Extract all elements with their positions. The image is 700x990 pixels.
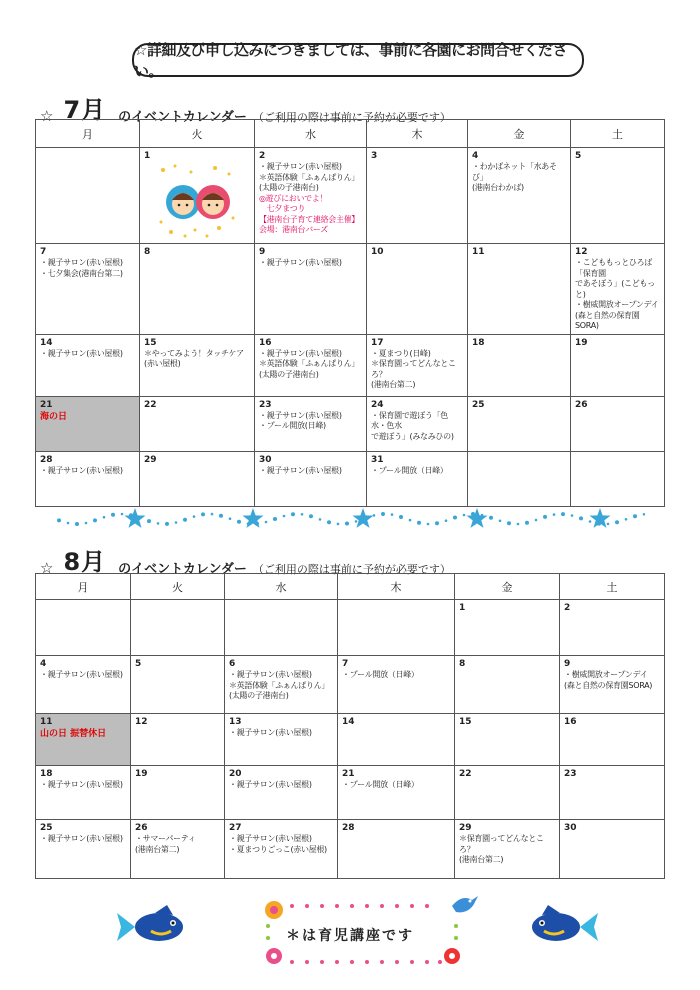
week-row <box>36 148 665 244</box>
divider-dot <box>417 521 421 525</box>
day-cell <box>560 656 665 714</box>
divider-dot <box>579 516 583 520</box>
weekday-header: 火 <box>140 120 255 148</box>
weekday-header: 土 <box>571 120 665 148</box>
month-title: 8月 <box>63 548 107 576</box>
day-number: 4 <box>40 659 47 669</box>
day-number: 31 <box>371 454 384 465</box>
divider-dot <box>463 514 466 517</box>
day-cell <box>225 600 338 656</box>
divider-dot <box>57 518 61 522</box>
event-item: ・夏まつりごっこ(赤い屋根) <box>229 844 327 854</box>
weekday-header: 水 <box>255 120 367 148</box>
divider-dot <box>517 523 520 526</box>
divider-dot <box>229 517 232 520</box>
calendar-title: のイベントカレンダー <box>118 562 247 577</box>
day-number: 14 <box>40 337 53 348</box>
day-number: 26 <box>135 823 148 833</box>
week-row <box>36 244 665 335</box>
day-cell <box>131 714 225 766</box>
day-cell <box>225 766 338 820</box>
day-cell <box>455 714 560 766</box>
event-item: ・七夕集会(港南台第二) <box>40 268 123 278</box>
divider-dot <box>193 515 196 518</box>
event-item: ・親子サロン(赤い屋根) <box>40 465 123 475</box>
week-row <box>36 656 665 714</box>
event-item: ＊やってみよう！タッチケア <box>144 348 244 358</box>
day-cell <box>36 656 131 714</box>
day-cell <box>367 396 468 451</box>
divider-dot <box>273 517 277 521</box>
day-number: 15 <box>144 337 157 348</box>
divider-dot <box>625 518 628 521</box>
day-number: 30 <box>564 823 577 833</box>
event-item: (赤い屋根) <box>144 359 181 368</box>
day-number: 21 <box>342 769 355 779</box>
day-cell <box>338 600 455 656</box>
divider-dot <box>85 522 88 525</box>
day-cell <box>131 820 225 879</box>
divider-dot <box>219 514 223 518</box>
week-row <box>36 334 665 396</box>
divider-dot <box>373 514 376 517</box>
event-item: ・樹威開放オープンデイ <box>575 300 659 309</box>
weekday-header: 月 <box>36 574 131 600</box>
day-cell <box>367 451 468 506</box>
day-number: 17 <box>371 337 384 348</box>
event-item: ・こどももっとひろば「保育園 <box>575 258 652 278</box>
day-cell <box>36 600 131 656</box>
day-cell <box>367 334 468 396</box>
divider-dot <box>157 522 160 525</box>
week-row <box>36 820 665 879</box>
event-item: ＊英語体験「ふぁんぱりん」 <box>259 359 360 368</box>
day-number: 18 <box>472 337 485 348</box>
day-number: 23 <box>564 769 577 779</box>
divider-dot <box>165 522 169 526</box>
event-item: ・プール開放（日峰） <box>342 670 419 679</box>
day-cell <box>455 656 560 714</box>
divider-dot <box>301 513 304 516</box>
divider-dot <box>427 523 430 526</box>
day-number: 16 <box>564 717 577 727</box>
divider-dot <box>399 515 403 519</box>
day-number: 25 <box>40 823 53 833</box>
footer-note: ＊は育児講座です <box>286 928 414 944</box>
divider-dot <box>265 521 268 524</box>
day-number: 18 <box>40 769 53 779</box>
divider-dot <box>409 519 412 522</box>
day-cell <box>140 396 255 451</box>
month-title: 7月 <box>63 96 107 124</box>
day-cell <box>468 451 571 506</box>
divider-dot <box>543 515 547 519</box>
weekday-header: 木 <box>338 574 455 600</box>
day-number: 11 <box>40 717 53 727</box>
divider-dot <box>489 516 493 520</box>
weekday-header: 木 <box>367 120 468 148</box>
divider-dot <box>337 523 340 526</box>
event-item: ＊保育園ってどんなところ？ <box>371 359 456 379</box>
divider-dot <box>355 520 358 523</box>
divider-dot <box>147 519 151 523</box>
day-cell <box>140 451 255 506</box>
day-number: 8 <box>459 659 466 669</box>
day-cell <box>571 451 665 506</box>
day-number: 8 <box>144 247 151 257</box>
notice-banner: ☆詳細及び申し込みにつきましては、事前に各園にお問合せください。 <box>132 43 584 77</box>
event-item: (森と自然の保育園SORA) <box>575 310 640 330</box>
star-icon <box>243 508 264 528</box>
day-cell <box>468 396 571 451</box>
divider-dot <box>319 518 322 521</box>
day-cell <box>36 451 140 506</box>
twin-children-illustration <box>155 162 239 240</box>
day-cell <box>225 656 338 714</box>
divider-dot <box>607 523 610 526</box>
divider-dot <box>391 513 394 516</box>
day-cell <box>225 820 338 879</box>
day-number: 10 <box>371 247 384 257</box>
event-item: で遊ぼう」(みなみひの) <box>371 431 454 441</box>
day-number: 12 <box>135 717 148 727</box>
day-cell <box>571 244 665 335</box>
divider-dot <box>121 513 124 516</box>
day-cell <box>131 656 225 714</box>
day-number: 16 <box>259 337 272 348</box>
day-number: 5 <box>135 659 142 669</box>
day-cell <box>571 148 665 244</box>
day-number: 27 <box>229 823 242 833</box>
event-item: ＊英語体験「ふぁんぱりん」 <box>229 680 330 690</box>
event-item: ・親子サロン(赤い屋根) <box>259 162 342 171</box>
weekday-row <box>36 120 665 148</box>
event-item: ＊保育園ってどんなところ？ <box>459 834 544 854</box>
day-number: 4 <box>472 151 479 161</box>
day-number: 2 <box>564 603 571 613</box>
event-item: ・夏まつり(日峰) <box>371 348 431 358</box>
divider-dot <box>589 520 592 523</box>
august-header <box>40 542 451 577</box>
day-number: 15 <box>459 717 472 727</box>
august-calendar <box>35 573 665 879</box>
reservation-note: （ご利用の際は事前に予約が必要です） <box>252 563 451 576</box>
event-item: (森と自然の保育園SORA) <box>564 680 653 690</box>
week-row <box>36 714 665 766</box>
event-item: ・樹威開放オープンデイ <box>564 670 648 679</box>
day-cell <box>36 334 140 396</box>
day-number: 21 <box>40 399 53 410</box>
day-cell <box>455 600 560 656</box>
weekday-header: 土 <box>560 574 665 600</box>
weekday-header: 月 <box>36 120 140 148</box>
event-item: ・サマーパーティ <box>135 834 196 843</box>
event-item: (太陽の子港南台) <box>229 691 289 700</box>
week-row <box>36 396 665 451</box>
day-cell <box>468 148 571 244</box>
day-number: 2 <box>259 151 266 161</box>
divider-dot <box>445 519 448 522</box>
divider-dot <box>111 513 115 517</box>
day-cell <box>140 244 255 335</box>
weekday-header: 金 <box>455 574 560 600</box>
day-number: 9 <box>259 247 266 257</box>
highlight-event: 【港南台子育て連絡会主催】 <box>259 214 360 224</box>
weekday-row <box>36 574 665 600</box>
day-number: 20 <box>229 769 242 779</box>
divider-dot <box>345 522 349 526</box>
event-item: (太陽の子港南台) <box>259 369 319 379</box>
day-cell <box>255 244 367 335</box>
divider-dot <box>237 520 241 524</box>
day-cell <box>571 334 665 396</box>
day-cell <box>338 820 455 879</box>
divider-dot <box>283 515 286 518</box>
day-cell <box>367 244 468 335</box>
day-number: 5 <box>575 151 582 161</box>
day-number: 22 <box>144 399 157 410</box>
event-item: (港南台第二) <box>135 844 180 854</box>
event-item: (太陽の子港南台) <box>259 183 319 192</box>
star-divider <box>55 506 645 532</box>
star-icon <box>467 508 488 528</box>
day-number: 12 <box>575 247 588 257</box>
week-row <box>36 600 665 656</box>
day-cell <box>571 396 665 451</box>
day-cell <box>560 600 665 656</box>
day-cell <box>255 334 367 396</box>
divider-dot <box>435 521 439 525</box>
divider-dot <box>183 518 187 522</box>
divider-dot <box>201 512 205 516</box>
day-cell <box>36 820 131 879</box>
day-cell <box>131 600 225 656</box>
day-cell <box>140 334 255 396</box>
highlight-event: ◎遊びにおいでよ！ <box>259 193 328 203</box>
day-number: 19 <box>575 337 588 348</box>
day-cell <box>36 148 140 244</box>
divider-dot <box>75 522 79 526</box>
event-item: (港南台第二) <box>371 380 416 389</box>
day-number: 23 <box>259 399 272 410</box>
day-number: 28 <box>342 823 355 833</box>
event-item: ・親子サロン(赤い屋根) <box>40 670 123 679</box>
divider-dot <box>67 522 70 525</box>
divider-dot <box>633 514 637 518</box>
event-item: ・親子サロン(赤い屋根) <box>229 780 312 789</box>
day-cell <box>560 714 665 766</box>
holiday-label: 山の日 振替休日 <box>40 729 107 739</box>
day-number: 7 <box>342 659 349 669</box>
event-item: ・親子サロン(赤い屋根) <box>229 834 312 843</box>
weekday-header: 火 <box>131 574 225 600</box>
day-cell <box>255 396 367 451</box>
day-number: 30 <box>259 454 272 465</box>
day-cell <box>140 148 255 244</box>
event-item: ・親子サロン(赤い屋根) <box>40 348 123 358</box>
divider-dot <box>381 512 385 516</box>
event-item: ・保育園で遊ぼう「色水・色水 <box>371 410 448 430</box>
weekday-header: 金 <box>468 120 571 148</box>
weekday-header: 水 <box>225 574 338 600</box>
day-cell <box>367 148 468 244</box>
day-cell <box>455 766 560 820</box>
holiday-label: 海の日 <box>40 411 68 422</box>
day-cell <box>338 714 455 766</box>
day-cell <box>36 396 140 451</box>
event-item: ・プール開放（日峰） <box>342 780 419 789</box>
event-item: ・親子サロン(赤い屋根) <box>229 670 312 679</box>
day-cell <box>560 820 665 879</box>
divider-dot <box>291 512 295 516</box>
divider-dot <box>499 520 502 523</box>
day-cell <box>225 714 338 766</box>
event-item: ＊英語体験「ふぁんぱりん」 <box>259 172 360 182</box>
event-item: ・親子サロン(赤い屋根) <box>259 465 342 475</box>
divider-dot <box>93 518 97 522</box>
day-number: 1 <box>144 151 151 161</box>
calendar-title: のイベントカレンダー <box>118 110 247 125</box>
event-item: ・親子サロン(赤い屋根) <box>40 780 123 789</box>
day-number: 6 <box>229 659 236 669</box>
divider-dot <box>535 519 538 522</box>
day-number: 9 <box>564 659 571 669</box>
day-number: 14 <box>342 717 355 727</box>
day-cell <box>560 766 665 820</box>
day-number: 29 <box>459 823 472 833</box>
event-item: (港南台わかば) <box>472 183 524 192</box>
event-item: ・プール開放（日峰） <box>371 465 448 475</box>
day-number: 24 <box>371 399 384 410</box>
day-number: 3 <box>371 151 378 161</box>
divider-dot <box>507 521 511 525</box>
event-item: (港南台第二) <box>459 855 504 864</box>
star-icon <box>125 508 146 528</box>
star-icon <box>353 508 374 528</box>
divider-dot <box>175 521 178 524</box>
highlight-event: 会場：港南台バーズ <box>259 225 328 234</box>
divider-dot <box>553 513 556 516</box>
divider-dot <box>615 520 619 524</box>
week-row <box>36 766 665 820</box>
highlight-event: 七夕まつり <box>259 204 306 213</box>
day-number: 7 <box>40 247 47 257</box>
event-item: ・親子サロン(赤い屋根) <box>259 348 342 358</box>
star-icon: ☆ <box>40 559 54 577</box>
day-cell <box>468 244 571 335</box>
divider-dot <box>453 516 457 520</box>
event-item: ・親子サロン(赤い屋根) <box>259 410 342 420</box>
event-item: ・親子サロン(赤い屋根) <box>40 258 123 267</box>
event-item: ・プール開放(日峰) <box>259 421 326 430</box>
day-number: 11 <box>472 247 485 257</box>
day-cell <box>131 766 225 820</box>
day-cell <box>36 714 131 766</box>
divider-dot <box>103 516 106 519</box>
week-row <box>36 451 665 506</box>
day-number: 19 <box>135 769 148 779</box>
divider-dot <box>525 521 529 525</box>
star-icon: ☆ <box>40 107 54 125</box>
event-item: であそぼう」(こどもっと) <box>575 279 655 299</box>
divider-dot <box>643 513 645 516</box>
event-item: ・親子サロン(赤い屋根) <box>229 728 312 737</box>
event-item: ・親子サロン(赤い屋根) <box>40 834 123 843</box>
day-number: 29 <box>144 454 157 465</box>
day-number: 26 <box>575 399 588 410</box>
bird-icon <box>450 892 480 918</box>
day-number: 13 <box>229 717 242 727</box>
event-item: ・親子サロン(赤い屋根) <box>259 258 342 267</box>
divider-dot <box>309 514 313 518</box>
event-item: ・わかばネット「水あそび」 <box>472 162 557 182</box>
day-cell <box>468 334 571 396</box>
day-cell <box>255 148 367 244</box>
day-cell <box>36 244 140 335</box>
day-number: 22 <box>459 769 472 779</box>
day-cell <box>455 820 560 879</box>
day-cell <box>338 766 455 820</box>
divider-dot <box>571 514 574 517</box>
day-number: 1 <box>459 603 466 613</box>
day-number: 25 <box>472 399 485 410</box>
day-cell <box>36 766 131 820</box>
day-cell <box>255 451 367 506</box>
reservation-note: （ご利用の際は事前に予約が必要です） <box>252 111 451 124</box>
divider-dot <box>211 513 214 516</box>
day-number: 28 <box>40 454 53 465</box>
day-cell <box>338 656 455 714</box>
divider-dot <box>561 512 565 516</box>
divider-dot <box>327 520 331 524</box>
july-calendar <box>35 119 665 507</box>
